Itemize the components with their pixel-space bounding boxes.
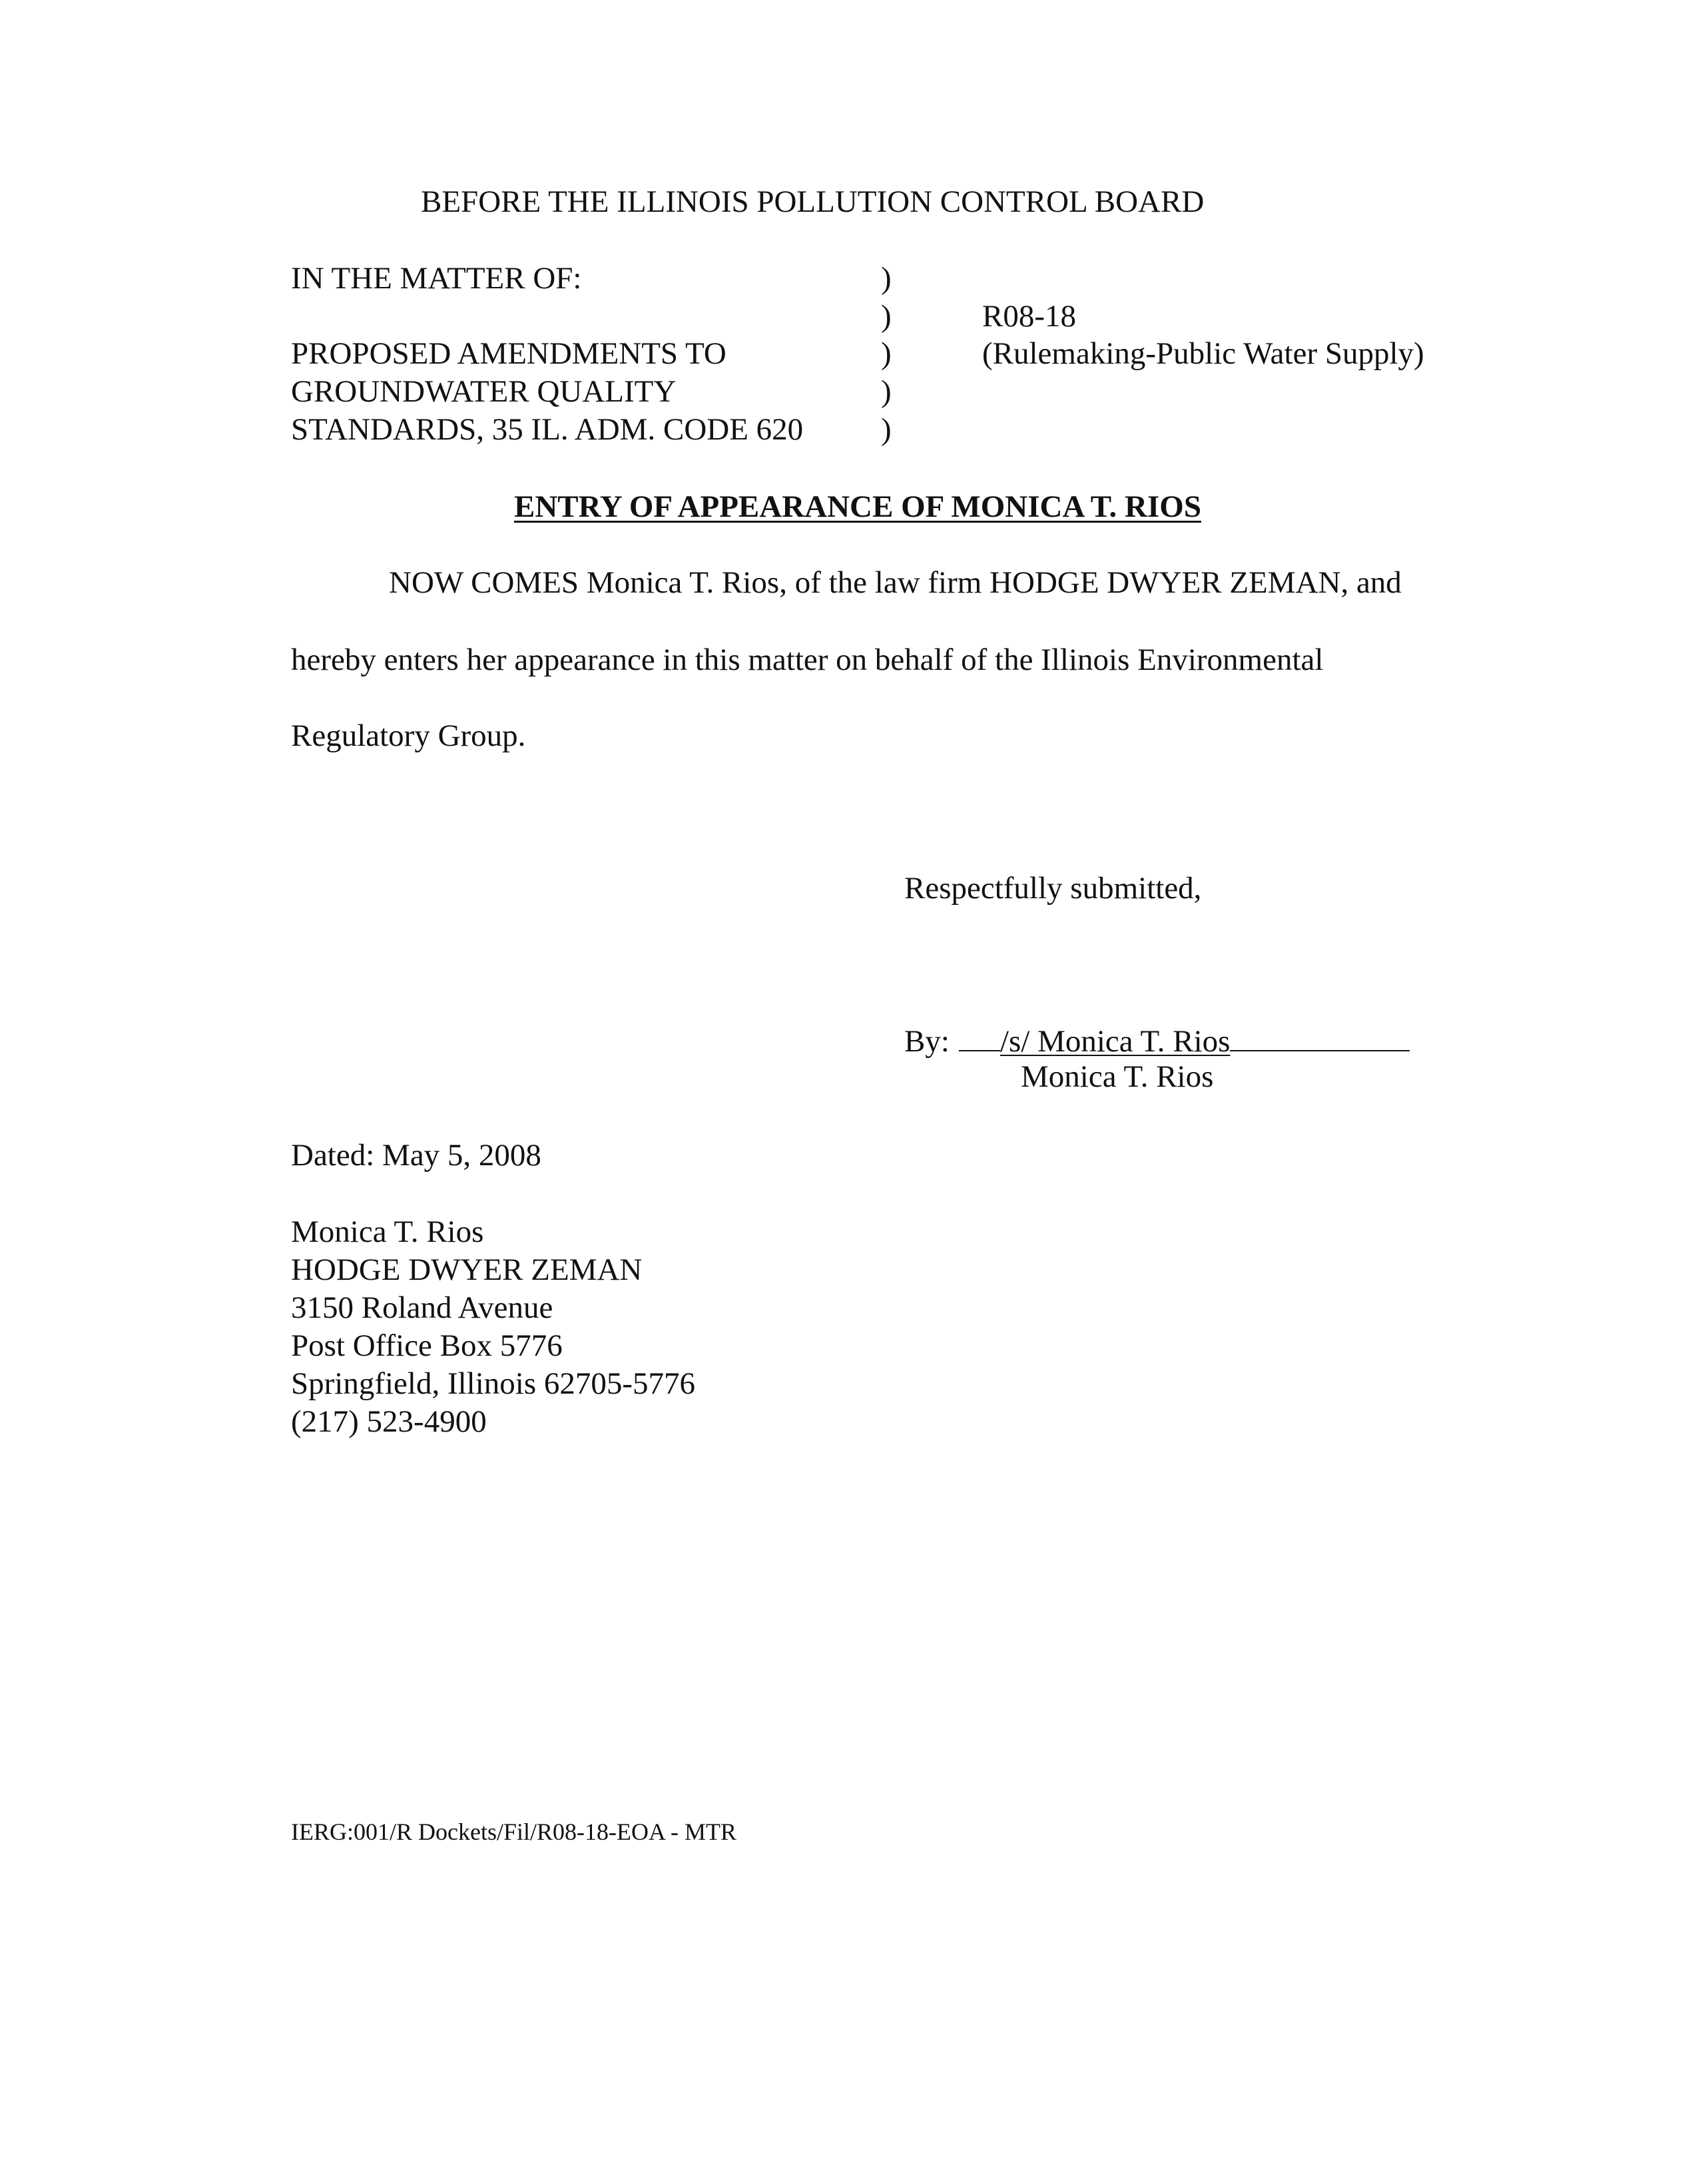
printed-name: Monica T. Rios — [1021, 1059, 1214, 1094]
address-line: HODGE DWYER ZEMAN — [291, 1252, 643, 1287]
caption-paren: ) — [881, 261, 892, 296]
signature-line — [904, 1020, 1410, 1061]
signature-rule — [1230, 1020, 1410, 1051]
docket-type: (Rulemaking-Public Water Supply) — [982, 336, 1424, 371]
document-footer: IERG:001/R Dockets/Fil/R08-18-EOA - MTR — [291, 1818, 736, 1845]
address-line: Monica T. Rios — [291, 1215, 484, 1249]
document-heading: ENTRY OF APPEARANCE OF MONICA T. RIOS — [514, 489, 1201, 524]
caption-line-amendments: PROPOSED AMENDMENTS TO — [291, 336, 726, 371]
body-line: NOW COMES Monica T. Rios, of the law firm HODGE DWYER ZEMAN, and — [389, 565, 1402, 600]
caption-line-groundwater: GROUNDWATER QUALITY — [291, 374, 677, 409]
dated-line: Dated: May 5, 2008 — [291, 1138, 541, 1173]
caption-paren: ) — [881, 374, 892, 409]
closing: Respectfully submitted, — [904, 871, 1202, 906]
address-line: Springfield, Illinois 62705-5776 — [291, 1366, 696, 1401]
board-title: BEFORE THE ILLINOIS POLLUTION CONTROL BOARD — [421, 184, 1205, 219]
caption-paren: ) — [881, 336, 892, 371]
body-line: Regulatory Group. — [291, 718, 526, 753]
caption-line-matter: IN THE MATTER OF: — [291, 261, 582, 296]
signed-name: /s/ Monica T. Rios — [999, 1024, 1231, 1059]
address-line: (217) 523-4900 — [291, 1404, 487, 1439]
caption-line-standards: STANDARDS, 35 IL. ADM. CODE 620 — [291, 412, 804, 447]
by-label: By: — [904, 1024, 950, 1059]
caption-paren: ) — [881, 412, 892, 447]
body-line: hereby enters her appearance in this matter on behalf of the Illinois Environmental — [291, 643, 1324, 677]
signature-rule — [959, 1020, 1000, 1051]
caption-paren: ) — [881, 299, 892, 334]
address-line: 3150 Roland Avenue — [291, 1290, 553, 1325]
address-line: Post Office Box 5776 — [291, 1328, 563, 1363]
docket-number: R08-18 — [982, 299, 1076, 334]
